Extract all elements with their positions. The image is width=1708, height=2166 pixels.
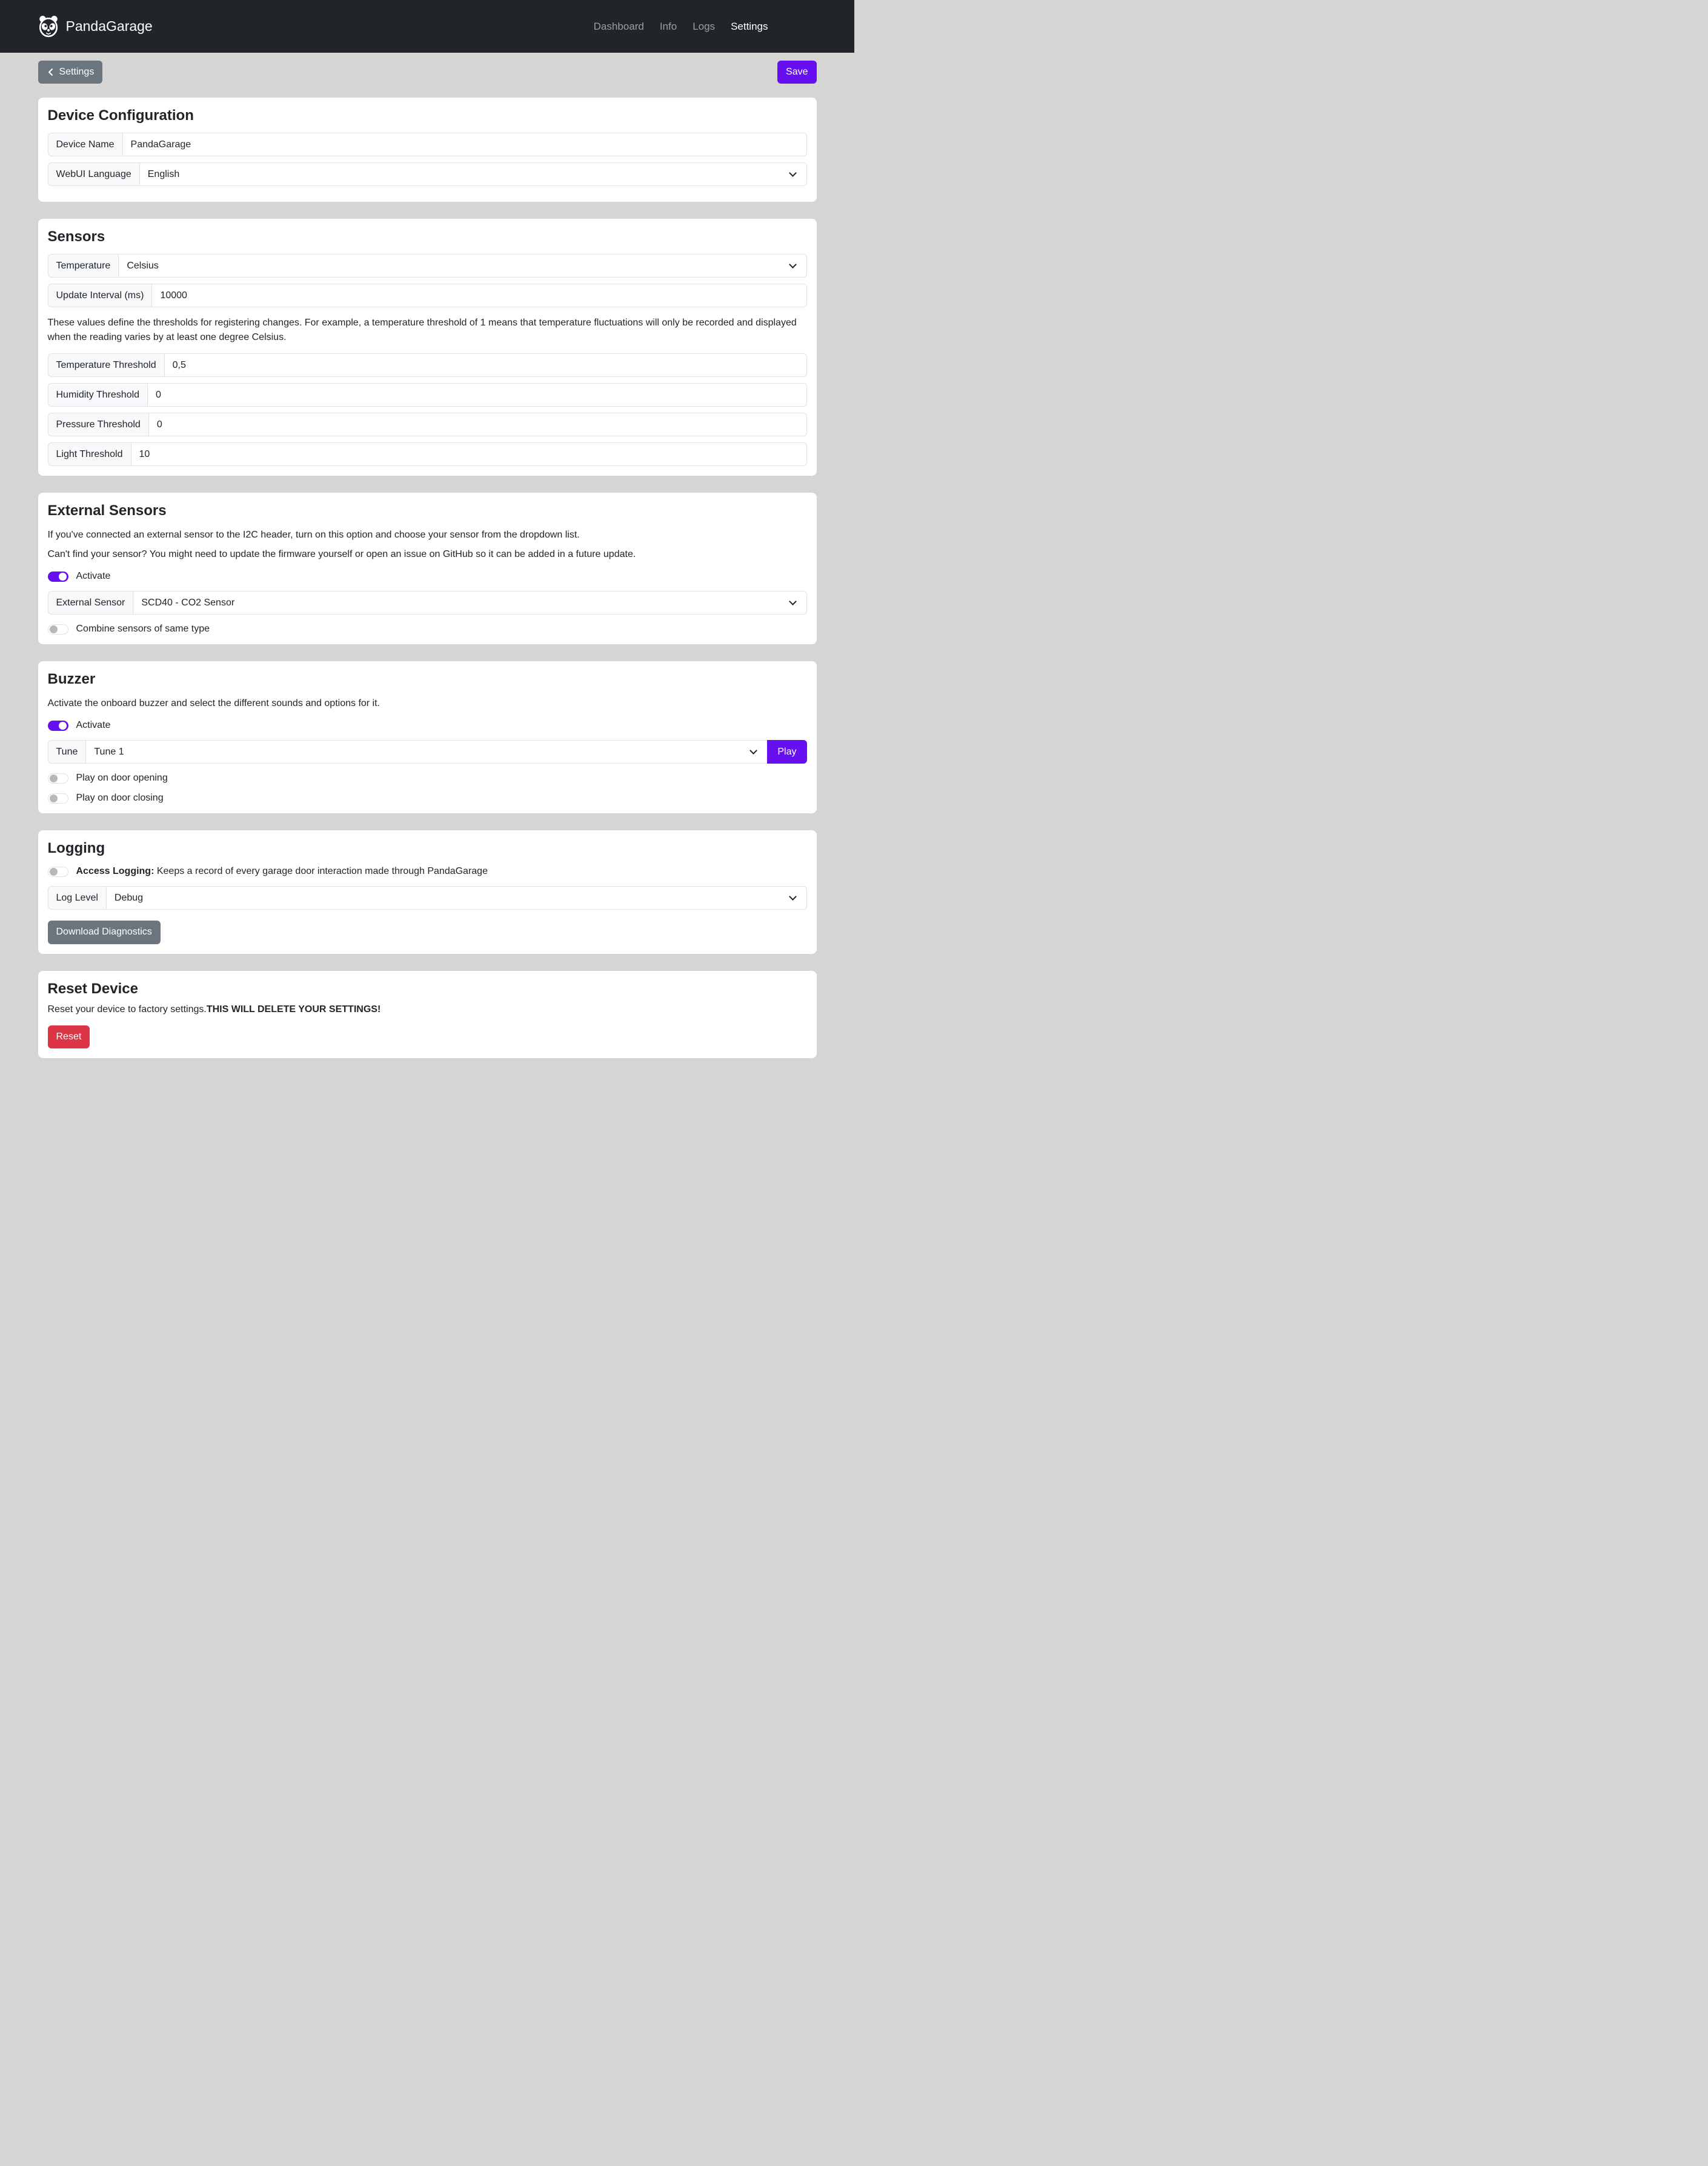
toolbar <box>38 61 817 84</box>
nav-settings[interactable]: Settings <box>731 20 768 32</box>
brand[interactable] <box>38 15 153 38</box>
play-on-opening-label: Play on door opening <box>76 773 168 784</box>
access-logging-label: Access Logging: <box>76 866 155 877</box>
temperature-threshold-input[interactable] <box>164 353 807 377</box>
reset-button[interactable]: Reset <box>48 1025 90 1048</box>
light-threshold-row <box>48 442 807 466</box>
external-sensor-label: External Sensor <box>48 591 134 615</box>
play-on-closing-label: Play on door closing <box>76 793 164 804</box>
device-name-input[interactable] <box>122 133 807 156</box>
external-sensor-select[interactable] <box>133 591 806 615</box>
log-level-row <box>48 886 807 910</box>
external-sensors-description-2: Can't find your sensor? You might need to update the firmware yourself or open an issue on GitHub so it can be added in a future update. <box>47 549 636 560</box>
buzzer-card <box>38 661 817 813</box>
chevron-down-icon <box>750 747 758 755</box>
access-logging-text: Access Logging: Keeps a record of every garage door interaction made through PandaGarage <box>76 866 488 877</box>
nav-info[interactable]: Info <box>659 20 677 32</box>
external-sensors-card <box>38 493 817 644</box>
play-on-opening-row <box>48 773 807 784</box>
webui-language-value: English <box>147 168 180 179</box>
external-activate-row <box>48 571 807 582</box>
update-interval-row <box>48 284 807 307</box>
chevron-down-icon <box>789 893 797 901</box>
update-interval-label: Update Interval (ms) <box>48 284 153 307</box>
reset-device-description: Reset your device to factory settings.THIS WILL DELETE YOUR SETTINGS! <box>47 1004 381 1015</box>
back-button-label: Settings <box>59 67 95 77</box>
external-activate-switch[interactable] <box>48 571 68 582</box>
logging-card <box>38 830 817 953</box>
back-button[interactable] <box>38 61 103 84</box>
tune-select[interactable] <box>85 740 768 764</box>
play-on-opening-switch[interactable] <box>48 773 68 784</box>
log-level-label: Log Level <box>48 886 107 910</box>
combine-sensors-row <box>48 624 807 635</box>
chevron-down-icon <box>789 598 797 605</box>
play-on-closing-switch[interactable] <box>48 793 68 804</box>
webui-language-label: WebUI Language <box>48 162 140 186</box>
nav-logs[interactable]: Logs <box>693 20 716 32</box>
external-sensors-description-1: If you've connected an external sensor to the I2C header, turn on this option and choose your sensor from the dropdown list. <box>47 530 580 541</box>
temperature-unit-label: Temperature <box>48 254 119 278</box>
tune-label: Tune <box>48 740 87 764</box>
buzzer-title: Buzzer <box>47 671 96 688</box>
combine-sensors-switch[interactable] <box>48 624 68 635</box>
temperature-threshold-row <box>48 353 807 377</box>
play-button[interactable]: Play <box>767 740 806 764</box>
light-threshold-input[interactable] <box>131 442 807 466</box>
temperature-threshold-label: Temperature Threshold <box>48 353 165 377</box>
sensors-card <box>38 219 817 476</box>
temperature-unit-select[interactable] <box>118 254 806 278</box>
panda-logo-icon <box>38 15 59 38</box>
buzzer-description: Activate the onboard buzzer and select the different sounds and options for it. <box>47 698 380 709</box>
humidity-threshold-input[interactable] <box>147 383 806 407</box>
buzzer-activate-row <box>48 720 807 731</box>
buzzer-activate-switch[interactable] <box>48 721 68 731</box>
access-logging-row <box>48 866 807 877</box>
access-logging-switch[interactable] <box>48 867 68 877</box>
buzzer-activate-label: Activate <box>76 720 111 731</box>
update-interval-input[interactable] <box>151 284 806 307</box>
external-activate-label: Activate <box>76 571 111 582</box>
logging-title: Logging <box>47 840 105 857</box>
light-threshold-label: Light Threshold <box>48 442 131 466</box>
brand-label: PandaGarage <box>65 18 153 34</box>
temperature-unit-value: Celsius <box>127 260 159 271</box>
reset-device-title: Reset Device <box>47 980 138 997</box>
chevron-down-icon <box>789 169 797 177</box>
save-button[interactable]: Save <box>777 61 816 84</box>
log-level-select[interactable] <box>106 886 807 910</box>
external-sensors-title: External Sensors <box>47 502 167 519</box>
reset-warning-text: THIS WILL DELETE YOUR SETTINGS! <box>206 1004 381 1015</box>
external-sensor-value: SCD40 - CO2 Sensor <box>141 597 235 608</box>
pressure-threshold-input[interactable] <box>148 413 807 436</box>
device-name-row <box>48 133 807 156</box>
webui-language-select[interactable] <box>139 162 807 186</box>
tune-value: Tune 1 <box>94 746 124 757</box>
reset-device-card <box>38 971 817 1058</box>
download-diagnostics-button[interactable]: Download Diagnostics <box>48 921 161 944</box>
device-name-label: Device Name <box>48 133 123 156</box>
pressure-threshold-label: Pressure Threshold <box>48 413 149 436</box>
temperature-unit-row <box>48 254 807 278</box>
device-configuration-title: Device Configuration <box>47 107 194 124</box>
chevron-down-icon <box>789 261 797 268</box>
external-sensor-row <box>48 591 807 615</box>
chevron-left-icon <box>47 67 55 77</box>
log-level-value: Debug <box>114 892 144 903</box>
sensors-title: Sensors <box>47 228 105 245</box>
nav-dashboard[interactable]: Dashboard <box>593 20 644 32</box>
humidity-threshold-row <box>48 383 807 407</box>
combine-sensors-label: Combine sensors of same type <box>76 624 210 635</box>
thresholds-description: These values define the thresholds for registering changes. For example, a temperature threshold of 1 means that temperature fluctuations will only be recorded and displayed when the reading varies by at least one degree Celsius. <box>47 318 797 343</box>
webui-language-row <box>48 162 807 186</box>
pressure-threshold-row <box>48 413 807 436</box>
play-on-closing-row <box>48 793 807 804</box>
navbar <box>0 0 854 53</box>
nav-links <box>594 21 817 33</box>
humidity-threshold-label: Humidity Threshold <box>48 383 148 407</box>
tune-row <box>48 740 807 764</box>
device-configuration-card <box>38 98 817 202</box>
